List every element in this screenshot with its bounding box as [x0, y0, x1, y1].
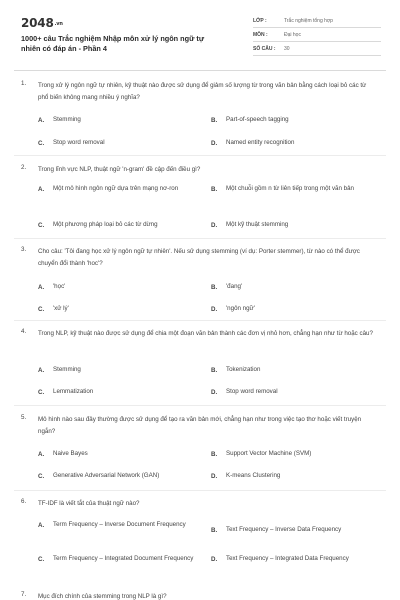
- logo-main: 2048: [21, 16, 54, 30]
- option-d[interactable]: [211, 471, 280, 482]
- question-6: [21, 498, 386, 584]
- option-text: Support Vector Machine (SVM): [226, 450, 312, 457]
- option-text: 'đang': [226, 283, 243, 290]
- question-text: Mô hình nào sau đây thường được sử dụng để tạo ra văn bản mới, chẳng hạn như trong việc tạo thơ hoặc viết truyện ngắn?: [38, 416, 362, 435]
- option-text: Generative Adversarial Network (GAN): [53, 472, 160, 479]
- option-b[interactable]: [211, 365, 260, 376]
- option-text: Text Frequency – Inverse Data Frequency: [226, 526, 342, 533]
- option-b[interactable]: [211, 449, 311, 460]
- document-header: [0, 0, 400, 70]
- option-a[interactable]: [38, 115, 81, 126]
- option-b[interactable]: [211, 282, 242, 293]
- option-c[interactable]: [38, 554, 208, 565]
- option-letter: B.: [211, 366, 218, 374]
- question-4: [21, 328, 386, 402]
- question-separator: [14, 155, 386, 156]
- question-text: Trong NLP, kỹ thuật nào được sử dụng để chia một đoạn văn bản thành các đơn vị nhỏ hơn, chẳng hạn như từ hoặc câu?: [38, 330, 373, 337]
- document-title: 1000+ câu Trắc nghiệm Nhập môn xử lý ngôn ngữ tự nhiên có đáp án - Phần 4: [21, 34, 205, 53]
- option-d[interactable]: [211, 138, 294, 149]
- header-divider: [14, 70, 386, 71]
- question-number: 6.: [21, 498, 27, 505]
- option-text: Một chuỗi gồm n từ liên tiếp trong một văn bản: [226, 185, 354, 192]
- option-letter: A.: [38, 116, 45, 124]
- logo-suffix: .vn: [54, 20, 63, 27]
- option-d[interactable]: [211, 220, 288, 231]
- option-letter: B.: [211, 526, 218, 534]
- option-b[interactable]: [211, 115, 289, 126]
- option-text: Một phương pháp loại bỏ các từ dừng: [53, 221, 158, 228]
- option-a[interactable]: [38, 520, 203, 531]
- option-letter: A.: [38, 521, 45, 529]
- option-a[interactable]: [38, 184, 198, 195]
- meta-key: MÔN :: [253, 31, 268, 38]
- option-d[interactable]: [211, 554, 371, 565]
- option-a[interactable]: [38, 282, 65, 293]
- meta-value: Đại học: [284, 31, 301, 38]
- option-text: Term Frequency – Inverse Document Frequency: [53, 521, 186, 528]
- option-text: Named entity recognition: [226, 139, 295, 146]
- option-letter: B.: [211, 450, 218, 458]
- option-letter: C.: [38, 388, 45, 396]
- option-letter: A.: [38, 283, 45, 291]
- option-text: Stemming: [53, 116, 81, 123]
- question-separator: [14, 320, 386, 321]
- question-separator: [14, 238, 386, 239]
- question-5: [21, 414, 386, 488]
- site-logo[interactable]: [21, 16, 63, 30]
- option-a[interactable]: [38, 365, 81, 376]
- option-text: Một kỹ thuật stemming: [226, 221, 289, 228]
- question-text: Mục đích chính của stemming trong NLP là gì?: [38, 593, 167, 600]
- option-text: Part-of-speech tagging: [226, 116, 289, 123]
- option-letter: B.: [211, 185, 218, 193]
- option-letter: D.: [211, 555, 218, 563]
- option-c[interactable]: [38, 471, 159, 482]
- option-c[interactable]: [38, 138, 105, 149]
- meta-value: 30: [284, 45, 290, 52]
- option-letter: D.: [211, 388, 218, 396]
- option-letter: C.: [38, 555, 45, 563]
- option-d[interactable]: [211, 304, 255, 315]
- question-7: [21, 591, 386, 600]
- meta-row-count: [253, 42, 381, 56]
- option-c[interactable]: [38, 387, 93, 398]
- question-text: Cho câu: 'Tôi đang học xử lý ngôn ngữ tự nhiên'. Nếu sử dụng stemming (ví dụ: Porter stemmer), từ nào có thể được chuyển đổi thành 'hoc'?: [38, 248, 360, 267]
- question-text: Trong lĩnh vực NLP, thuật ngữ 'n-gram' đề cập đến điều gì?: [38, 166, 201, 173]
- option-text: 'ngôn ngữ': [226, 305, 255, 312]
- option-letter: B.: [211, 283, 218, 291]
- option-letter: C.: [38, 305, 45, 313]
- question-number: 7.: [21, 591, 27, 598]
- question-1: [21, 80, 386, 154]
- option-letter: C.: [38, 139, 45, 147]
- option-letter: D.: [211, 139, 218, 147]
- question-3: [21, 246, 386, 338]
- meta-key: LỚP :: [253, 17, 267, 24]
- meta-table: [253, 14, 381, 56]
- option-text: Lemmatization: [53, 388, 94, 395]
- question-2: [21, 164, 386, 236]
- option-d[interactable]: [211, 387, 278, 398]
- option-letter: D.: [211, 221, 218, 229]
- option-letter: D.: [211, 305, 218, 313]
- option-text: Text Frequency – Integrated Data Frequency: [226, 555, 349, 562]
- meta-row-subject: [253, 28, 381, 42]
- question-separator: [14, 405, 386, 406]
- option-text: Term Frequency – Integrated Document Frequency: [53, 555, 194, 562]
- question-number: 3.: [21, 246, 27, 253]
- question-number: 5.: [21, 414, 27, 421]
- option-letter: A.: [38, 366, 45, 374]
- option-text: Một mô hình ngôn ngữ dựa trên mạng nơ-ron: [53, 185, 179, 192]
- option-b[interactable]: [211, 525, 386, 536]
- question-text: TF-IDF là viết tắt của thuật ngữ nào?: [38, 500, 140, 507]
- question-number: 4.: [21, 328, 27, 335]
- question-separator: [14, 490, 386, 491]
- option-text: 'học': [53, 283, 66, 290]
- meta-key: SỐ CÂU :: [253, 45, 276, 52]
- option-text: Tokenization: [226, 366, 261, 373]
- option-letter: A.: [38, 450, 45, 458]
- option-text: Stop word removal: [53, 139, 105, 146]
- option-b[interactable]: [211, 184, 371, 195]
- question-number: 2.: [21, 164, 27, 171]
- option-letter: D.: [211, 472, 218, 480]
- option-c[interactable]: [38, 220, 158, 231]
- option-text: Stemming: [53, 366, 81, 373]
- meta-value: Trắc nghiệm tổng hợp: [284, 17, 333, 24]
- option-text: 'xử lý': [53, 305, 69, 312]
- option-letter: C.: [38, 221, 45, 229]
- option-c[interactable]: [38, 304, 69, 315]
- option-letter: A.: [38, 185, 45, 193]
- question-number: 1.: [21, 80, 27, 87]
- option-text: K-means Clustering: [226, 472, 281, 479]
- option-letter: B.: [211, 116, 218, 124]
- option-a[interactable]: [38, 449, 88, 460]
- meta-row-class: [253, 14, 381, 28]
- option-letter: C.: [38, 472, 45, 480]
- option-text: Naive Bayes: [53, 450, 88, 457]
- question-text: Trong xử lý ngôn ngữ tự nhiên, kỹ thuật nào được sử dụng để giảm số lượng từ trong văn bản bằng cách loại bỏ các từ phổ biến không mang nhiều ý nghĩa?: [38, 82, 367, 101]
- option-text: Stop word removal: [226, 388, 278, 395]
